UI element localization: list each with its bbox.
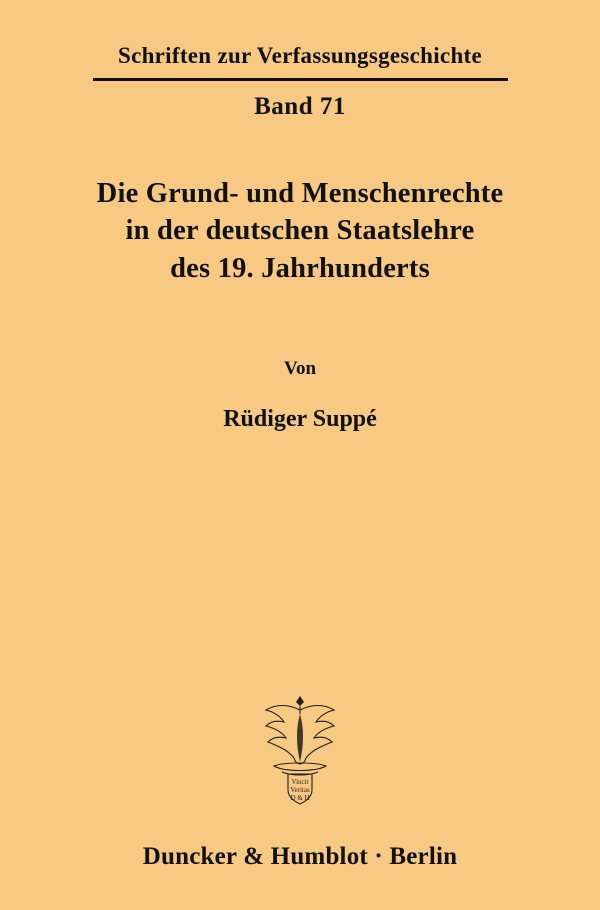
byline-label: Von (283, 358, 317, 380)
logo-motto-line-1: Vincit (291, 778, 309, 786)
series-title: Schriften zur Verfassungsgeschichte (117, 43, 482, 68)
publisher-name: Duncker & Humblot · Berlin (142, 843, 458, 870)
title-line-1: Die Grund- und Menschenrechte (96, 177, 504, 209)
logo-motto-line-2: Veritas (290, 786, 310, 794)
logo-motto-line-3: D & H (290, 794, 310, 802)
divider-rule (93, 78, 508, 81)
volume-number: Band 71 (254, 92, 346, 120)
title-line-3: des 19. Jahrhunderts (170, 253, 430, 285)
duncker-humblot-eagle-logo (254, 688, 346, 810)
page-title (0, 175, 600, 289)
series-block (0, 42, 600, 121)
author-name: Rüdiger Suppé (223, 406, 377, 433)
publisher-logo-wrap (0, 688, 600, 810)
title-line-2: in der deutschen Staatslehre (125, 215, 475, 247)
